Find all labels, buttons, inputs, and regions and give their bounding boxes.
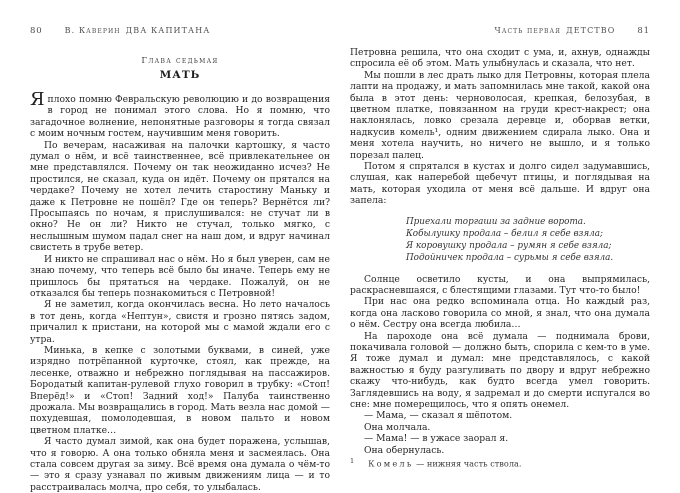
right-running-header: [350, 26, 650, 36]
dialogue-line: Она молчала.: [364, 421, 431, 433]
left-running-header: [30, 26, 330, 36]
footnote-definition: — нижняя часть ствола.: [416, 458, 522, 469]
drop-cap-initial: Я: [30, 89, 45, 110]
body-paragraph: И никто не спрашивал нас о нём. Но я был уверен, сам не знаю почему, что теперь всё было бы иначе. Теперь ему не пришлось бы прятаться на чердаке. Пожалуй, он не отказался бы теперь познакомиться с Петровной!: [30, 253, 330, 299]
verse-line: Кобылушку продала – белил я себе взяла;: [406, 228, 603, 239]
verse-line: Подойничек продала – сурьмы я себе взяла.: [406, 253, 614, 264]
continuation-paragraph: Петровна решила, что она сходит с ума, и, ахнув, однажды спросила её об этом. Мать улыбнулась и сказала, что нет.: [350, 47, 650, 70]
right-page-body: [350, 47, 650, 456]
verse-line: Я коровушку продала – румян я себе взяла;: [406, 241, 612, 252]
body-paragraph: По вечерам, насаживая на палочки картошку, я часто думал о нём, и всё таинственнее, всё привлекательнее он мне представлялся. Почему он так неожиданно исчез? Не простился, не сказал, куда он идёт. Почему он прятался на чердаке? Почему не хотел лечить старостину Маньку и даже к Петровне не пошёл? Где он теперь? Вернётся ли? Просыпаясь по ночам, я прислушивался: не стучат ли в окно? Не он ли? Никто не стучал, только мягко, с неслышным шумом падал снег на наш дом, и вдруг начинал свистеть в трубе ветер.: [30, 139, 330, 254]
opening-paragraph-text: плохо помню Февральскую революцию и до возвращения в город не понимал этого слова. Но я помню, что загадочное волнение, непонятные разговоры я тогда связал с моим ночным гостем, научившим меня говорить.: [30, 94, 330, 140]
body-paragraph: На пароходе она всё думала — поднимала брови, покачивала головой — должно быть, спорила с кем-то в уме. Я тоже думал и думал: мне представлялось, с какой важностью я буду разгуливать по двору и вдруг небрежно скажу что-нибудь, как будто всегда умел говорить. Заглядевшись на воду, я задремал и до смерти испугался во сне: мне померещилось, что я опять онемел.: [350, 330, 650, 410]
body-paragraph: Я часто думал зимой, как она будет поражена, услышав, что я говорю. А она только обняла меня и засмеялась. Она стала совсем другая за зиму. Всё время она думала о чём-то — это я сразу узнавал по живым движениям лица — и то расстраивалась молча, про себя, то улыбалась.: [30, 436, 330, 493]
left-page-body: [30, 89, 330, 493]
dialogue-list: [350, 410, 650, 456]
dialogue-line: — Мама, — сказал я шёпотом.: [364, 410, 513, 422]
left-page-number: 80: [30, 26, 43, 36]
right-page-number: 81: [637, 26, 650, 36]
verse-block: [406, 216, 650, 265]
body-paragraph: Я не заметил, когда окончилась весна. Но лето началось в тот день, когда «Нептун», свистя и грозно пятясь задом, причалил к пристани, на которой мы с мамой ждали его с утра.: [30, 299, 330, 345]
body-paragraph: Минька, в кепке с золотыми буквами, в синей, уже изрядно потрёпанной курточке, стоял, как прежде, на лесенке, отважно и небрежно поглядывая на пассажиров. Бородатый капитан-рулевой глухо говорил в трубку: «Стоп! Вперёд!» и «Стоп! Задний ход!» Палуба таинственно дрожала. Мы возвращались в город. Мать везла нас домой — похудевшая, помолодевшая, в новом пальто и новом цветном платке…: [30, 344, 330, 436]
header-author: В. Каверин: [64, 26, 121, 35]
dialogue-line: — Мама! — в ужасе заорал я.: [364, 433, 509, 445]
header-part-label: Часть первая: [494, 26, 562, 35]
chapter-heading: [30, 56, 330, 81]
header-part-title: ДЕТСТВО: [566, 26, 616, 35]
body-paragraph: Солнце осветило кусты, и она выпрямилась, раскрасневшаяся, с блестящими глазами. Тут что-то было!: [350, 273, 650, 296]
header-book-title: ДВА КАПИТАНА: [125, 26, 211, 35]
left-paragraph-list: [30, 140, 330, 493]
verse-line: Приехали торгаши за задние ворота.: [406, 216, 586, 227]
chapter-title: МАТЬ: [159, 69, 201, 81]
body-paragraph: Потом я спрятался в кустах и долго сидел задумавшись, слушая, как наперебой щебечут птицы, и поглядывая на мать, которая уходила от меня всё дальше. И вдруг она запела:: [350, 161, 650, 207]
body-paragraph: При нас она редко вспоминала отца. Но каждый раз, когда она ласково говорила со мной, я знал, что она думала о нём. Сестру она всегда любила…: [350, 296, 650, 331]
footnote: [350, 456, 650, 475]
chapter-label: Глава седьмая: [141, 56, 219, 66]
footnote-term: Комель: [368, 458, 414, 469]
footnote-marker: 1: [350, 457, 355, 465]
before-verse-paragraph-list: [350, 70, 650, 207]
left-page: [30, 26, 330, 493]
opening-paragraph: [30, 89, 330, 140]
right-page: [350, 26, 650, 469]
after-verse-paragraph-list: [350, 274, 650, 411]
dialogue-line: Она обернулась.: [364, 444, 445, 456]
body-paragraph: Мы пошли в лес драть лыко для Петровны, которая плела лапти на продажу, и мать запомнилась мне такой, какой она была в этот день: черноволосая, крепкая, белозубая, в цветном платке, повязанном на груди крест-накрест; она наклонялась, ловко срезала деревце и, оборвав ветки, надкусив комель¹, одним движением сдирала лыко. Она и меня хотела научить, но ничего не вышло, и я только порезал палец.: [350, 69, 650, 161]
